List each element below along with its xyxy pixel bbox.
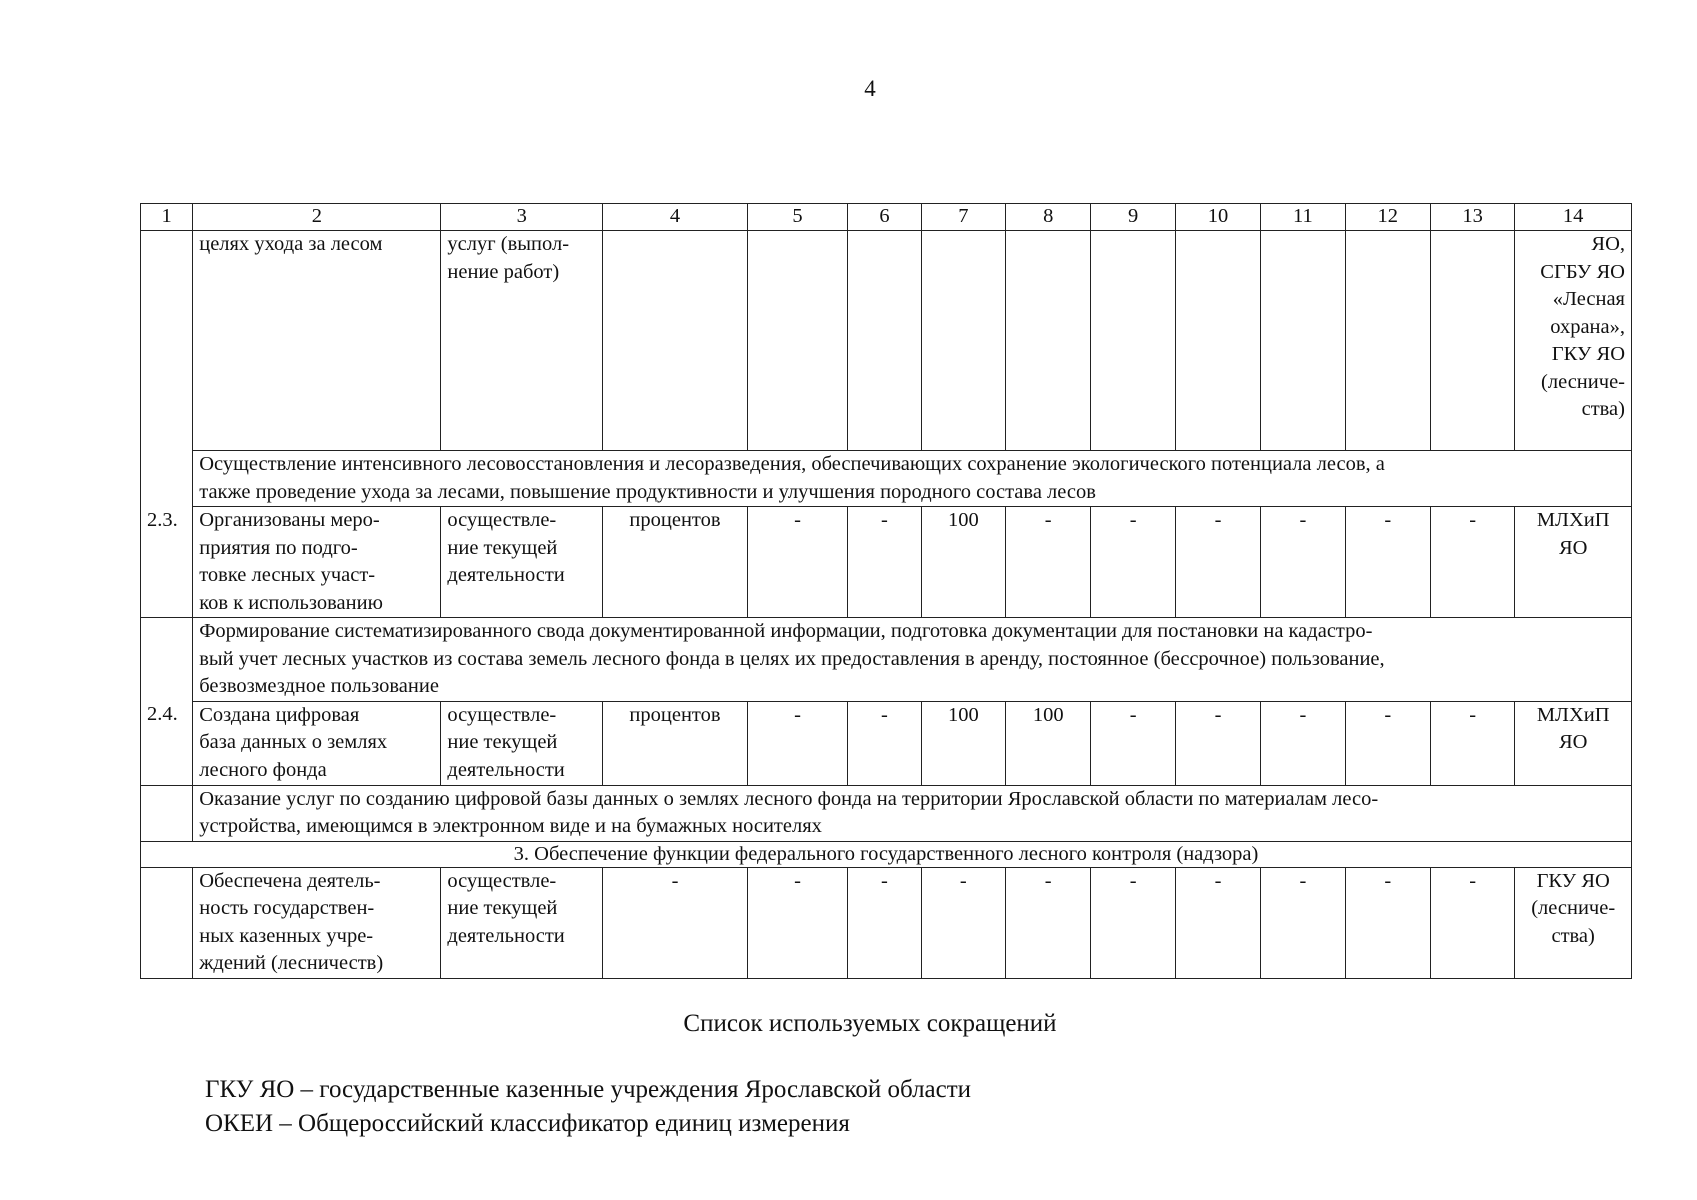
cell-line: деятельности [447, 758, 565, 781]
cell-line: целях ухода за лесом [199, 233, 383, 255]
value-cell: - [1345, 701, 1430, 785]
cell-line: Оказание услуг по созданию цифровой базы данных о землях лесного фонда на территории Ярославской области по материалам лесо- [199, 787, 1379, 810]
indicator-name-cell [193, 231, 441, 451]
cell-line: товке лесных участ- [199, 564, 376, 586]
unit-cell: процентов [603, 701, 748, 785]
cell-line: СГБУ ЯО [1540, 260, 1625, 283]
value-cell: - [747, 701, 847, 785]
abbreviation-item: ГКУ ЯО – государственные казенные учреждения Ярославской области [205, 1076, 972, 1103]
basis-cell [441, 507, 603, 618]
column-header-6: 6 [848, 204, 921, 231]
cell-line: деятельности [447, 924, 565, 947]
cell-line: ние текущей [447, 897, 558, 919]
indicator-name-cell [193, 507, 441, 618]
responsible-cell [1515, 867, 1632, 978]
cell-line: Формирование систематизированного свода документированной информации, подготовка документации для постановки на кадастро- [199, 620, 1373, 642]
abbreviation-item: ОКЕИ – Общероссийский классификатор единиц измерения [205, 1110, 850, 1137]
cell-line: Осуществление интенсивного лесовосстановления и лесоразведения, обеспечивающих сохранение экологического потенциала лесов, а [199, 453, 1385, 475]
cell-line: ства) [1581, 398, 1625, 420]
table-row [141, 867, 1632, 978]
column-header-14: 14 [1515, 204, 1632, 231]
cell-line: «Лесная [1552, 288, 1625, 310]
cell-line: МЛХиП [1536, 509, 1610, 531]
column-header-9: 9 [1091, 204, 1175, 231]
column-header-8: 8 [1006, 204, 1091, 231]
basis-cell [441, 867, 603, 978]
column-header-12: 12 [1345, 204, 1430, 231]
value-cell: - [848, 701, 921, 785]
value-cell: - [1175, 507, 1260, 618]
cell-line: приятия по подго- [199, 536, 358, 559]
cell-line: лесного фонда [199, 758, 327, 781]
cell-line: осуществле- [447, 509, 557, 531]
column-header-4: 4 [603, 204, 748, 231]
value-cell: 100 [921, 701, 1005, 785]
value-cell: - [1345, 867, 1430, 978]
column-header-10: 10 [1175, 204, 1260, 231]
table-row [141, 618, 1632, 702]
value-cell: - [1261, 701, 1345, 785]
task-description-cell [193, 618, 1632, 702]
value-cell: - [1091, 867, 1175, 978]
row-number-cell [141, 231, 193, 451]
unit-cell: процентов [603, 507, 748, 618]
column-header-1: 1 [141, 204, 193, 231]
cell-line: охрана», [1550, 315, 1625, 338]
cell-line: (лесниче- [1541, 370, 1625, 393]
responsible-cell [1515, 507, 1632, 618]
cell-line: ЯО [1558, 731, 1588, 753]
value-cell: 100 [1006, 701, 1091, 785]
cell-line: деятельности [447, 564, 565, 586]
cell-line: ства) [1551, 924, 1595, 947]
page-number: 4 [864, 76, 876, 101]
indicator-name-cell [193, 867, 441, 978]
abbreviations-title: Список используемых сокращений [683, 1010, 1057, 1037]
value-cell: 100 [921, 507, 1005, 618]
cell-line: осуществле- [447, 703, 557, 726]
value-cell: - [1175, 867, 1260, 978]
value-cell: - [1261, 507, 1345, 618]
indicators-table [140, 203, 1632, 979]
indicator-name-cell [193, 701, 441, 785]
cell-line: устройства, имеющимся в электронном виде и на бумажных носителях [199, 815, 822, 837]
value-cell: - [921, 867, 1005, 978]
row-number-cell: 2.3. [141, 507, 193, 618]
cell-line: Организованы меро- [199, 509, 380, 531]
table-row [141, 231, 1632, 451]
task-description-cell [193, 785, 1632, 841]
responsible-cell [1515, 231, 1632, 451]
cell-line: ность государствен- [199, 897, 375, 919]
value-cell: - [747, 507, 847, 618]
cell-line: ЯО, [1591, 233, 1625, 255]
row-number-cell: 2.4. [141, 701, 193, 785]
cell-line: (лесниче- [1531, 897, 1616, 919]
cell-line: ГКУ ЯО [1551, 343, 1625, 365]
value-cell: - [1175, 701, 1260, 785]
cell-line: ЯО [1558, 536, 1588, 559]
cell-line: Обеспечена деятель- [199, 869, 381, 892]
value-cell: - [1006, 507, 1091, 618]
value-cell: - [747, 867, 847, 978]
cell-line: Создана цифровая [199, 703, 360, 726]
section-row [141, 841, 1632, 867]
cell-line: ных казенных учре- [199, 924, 374, 947]
column-header-11: 11 [1261, 204, 1345, 231]
basis-cell [441, 701, 603, 785]
value-cell: - [1261, 867, 1345, 978]
column-header-2: 2 [193, 204, 441, 231]
value-cell: - [1091, 701, 1175, 785]
cell-line: вый учет лесных участков из состава земель лесного фонда в целях их предоставления в аренду, постоянное (бессрочное) пользование, [199, 647, 1385, 670]
value-cell: - [1430, 701, 1514, 785]
responsible-cell [1515, 701, 1632, 785]
cell-line: ГКУ ЯО [1536, 869, 1610, 892]
task-description-cell [193, 451, 1632, 507]
value-cell: - [1430, 867, 1514, 978]
value-cell: - [1430, 507, 1514, 618]
value-cell: - [848, 507, 921, 618]
cell-line: ков к использованию [199, 591, 383, 614]
basis-cell [441, 231, 603, 451]
cell-line: ние текущей [447, 731, 558, 753]
cell-line: осуществле- [447, 869, 557, 892]
cell-line: безвозмездное пользование [199, 675, 439, 697]
cell-line: ние текущей [447, 536, 558, 559]
column-header-13: 13 [1430, 204, 1514, 231]
row-number-cell [141, 867, 193, 978]
section-title: 3. Обеспечение функции федерального государственного лесного контроля (надзора) [141, 841, 1632, 867]
cell-line: МЛХиП [1536, 703, 1610, 726]
cell-line: также проведение ухода за лесами, повышение продуктивности и улучшения породного состава лесов [199, 480, 1096, 503]
unit-cell: - [603, 867, 748, 978]
abbreviations-list [205, 1073, 971, 1141]
table-row [141, 785, 1632, 841]
column-header-7: 7 [921, 204, 1005, 231]
table-row [141, 701, 1632, 785]
cell-line: нение работ) [447, 260, 560, 283]
table-row [141, 507, 1632, 618]
unit-cell [603, 231, 748, 451]
cell-line: база данных о землях [199, 731, 388, 753]
table-row [141, 451, 1632, 507]
value-cell: - [848, 867, 921, 978]
cell-line: ждений (лесничеств) [199, 952, 384, 974]
value-cell: - [1345, 507, 1430, 618]
value-cell: - [1006, 867, 1091, 978]
cell-line: услуг (выпол- [447, 233, 570, 255]
table-header-row [141, 204, 1632, 231]
value-cell: - [1091, 507, 1175, 618]
column-header-5: 5 [747, 204, 847, 231]
column-header-3: 3 [441, 204, 603, 231]
